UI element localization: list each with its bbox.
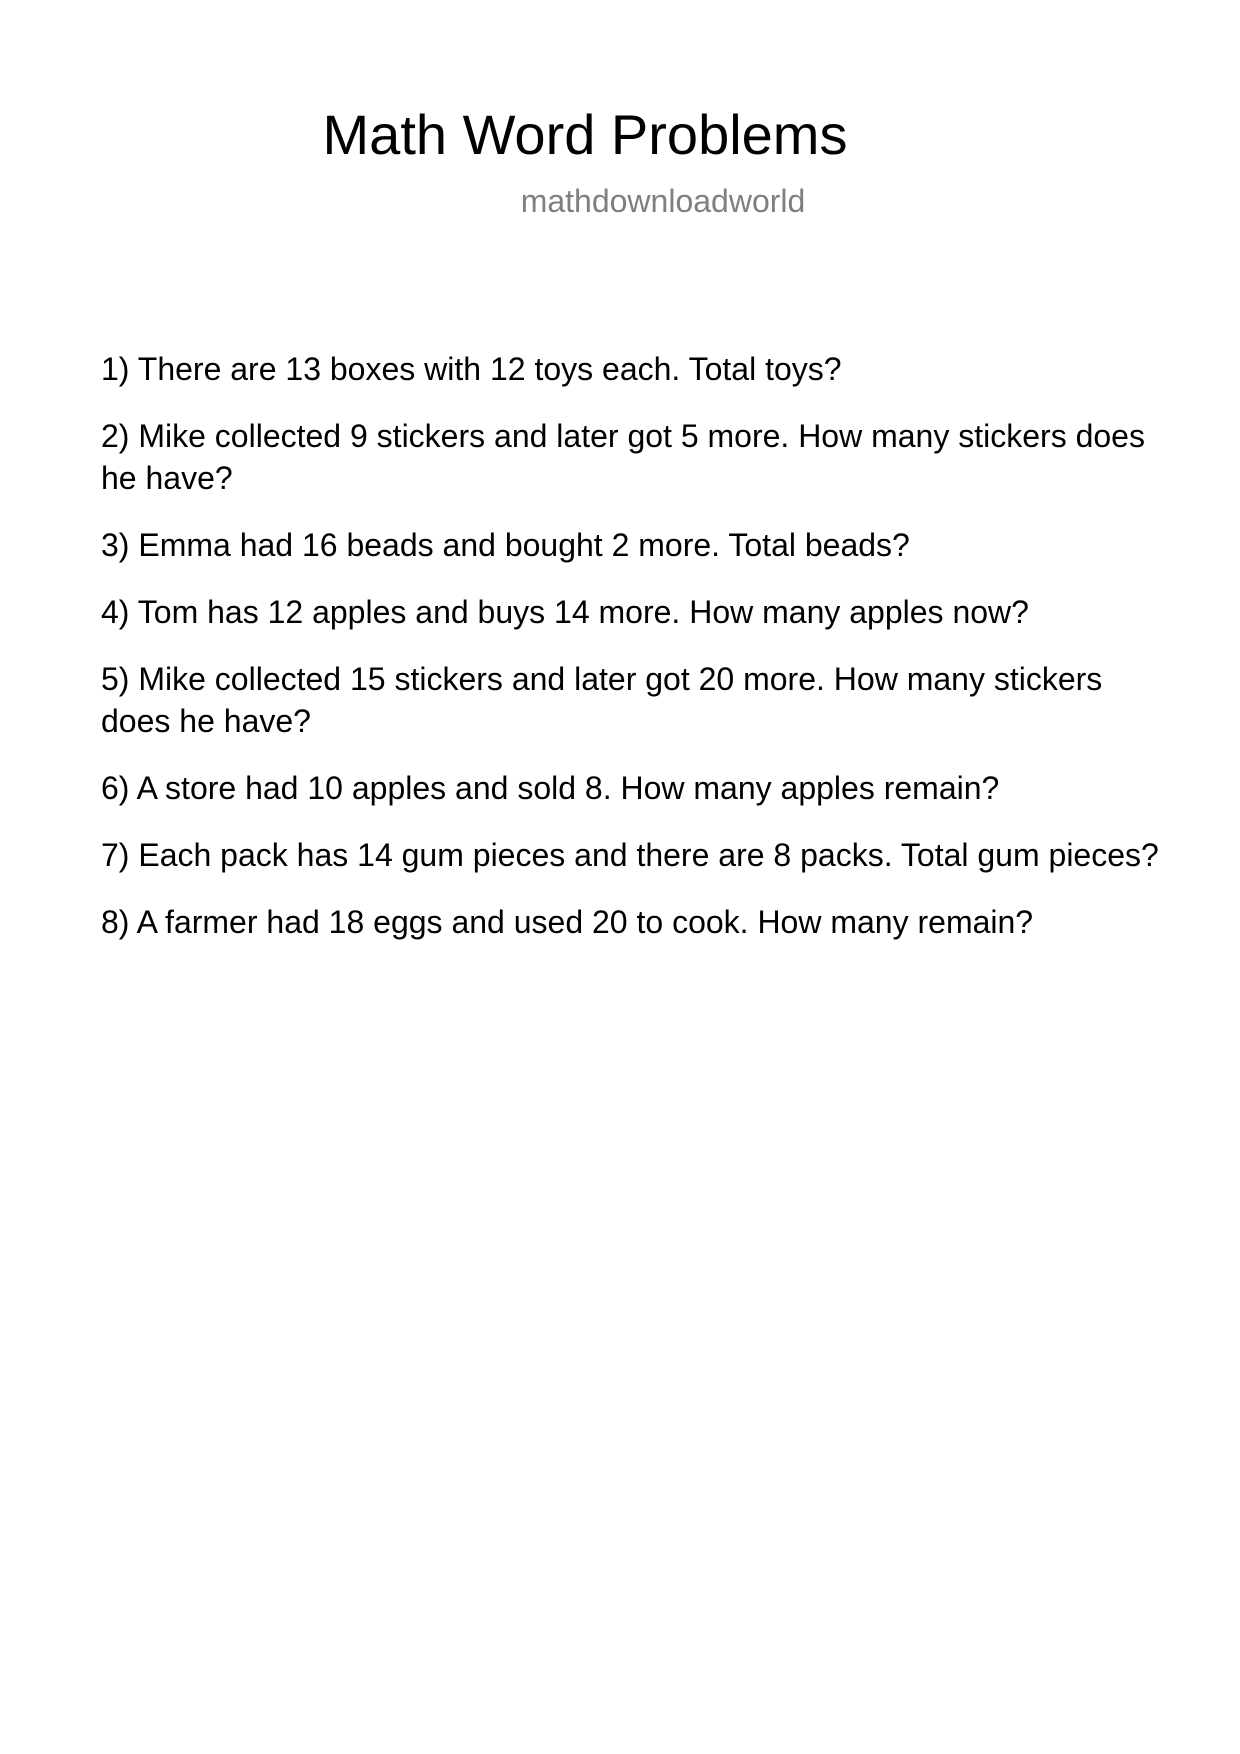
problem-3: 3) Emma had 16 beads and bought 2 more. Total beads? (101, 527, 910, 563)
problem-5: 5) Mike collected 15 stickers and later got 20 more. How many stickers does he have? (101, 661, 1103, 739)
problem-7: 7) Each pack has 14 gum pieces and there are 8 packs. Total gum pieces? (101, 837, 1159, 873)
problem-4: 4) Tom has 12 apples and buys 14 more. How many apples now? (101, 594, 1029, 630)
problem-6: 6) A store had 10 apples and sold 8. How many apples remain? (101, 770, 1000, 806)
problem-8: 8) A farmer had 18 eggs and used 20 to cook. How many remain? (101, 904, 1034, 940)
problem-list (101, 348, 1161, 968)
page-subtitle: mathdownloadworld (520, 183, 806, 219)
problem-1: 1) There are 13 boxes with 12 toys each. Total toys? (101, 351, 842, 387)
page-title: Math Word Problems (322, 103, 848, 166)
problem-2: 2) Mike collected 9 stickers and later got 5 more. How many stickers does he have? (101, 418, 1145, 496)
